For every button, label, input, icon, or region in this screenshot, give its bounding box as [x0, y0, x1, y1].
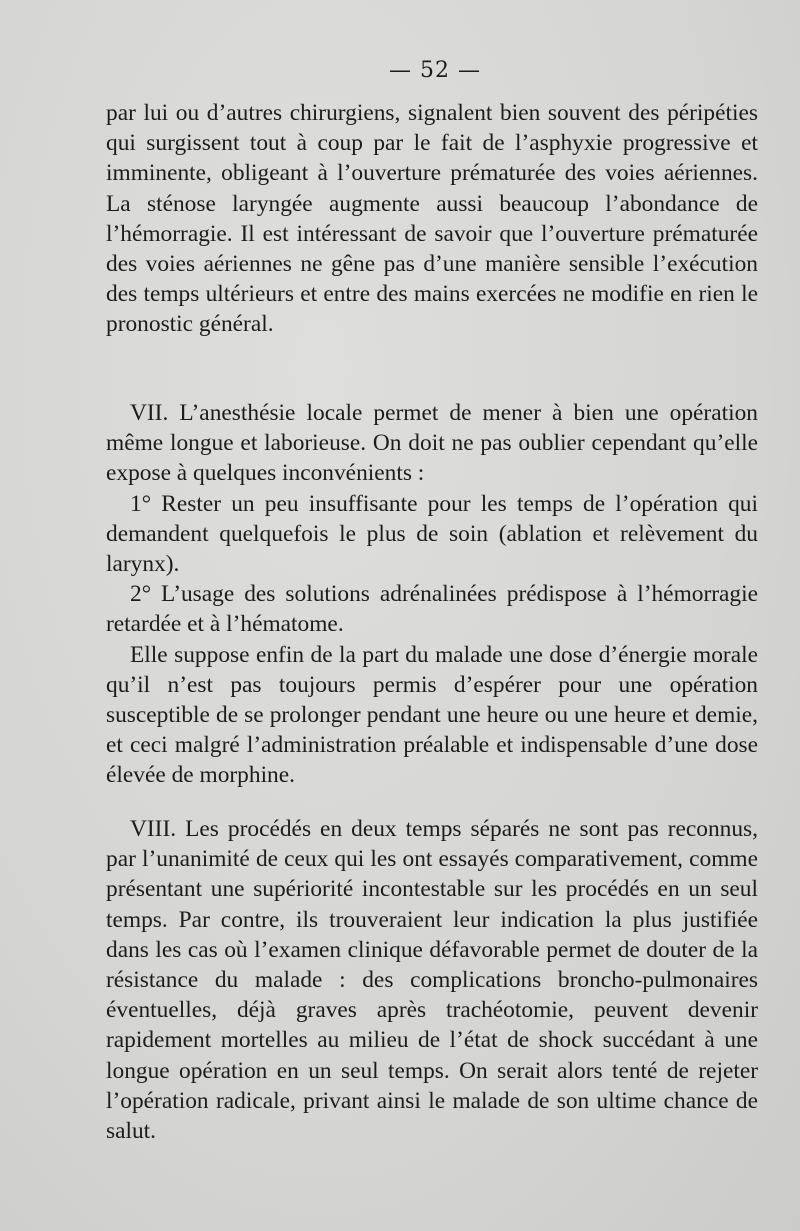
text-block-section-viii — [106, 814, 758, 1146]
paragraph-section-vii: VII. L’anesthésie locale permet de mener à bien une opération même longue et laborieuse. On doit ne pas oublier cependant qu’elle expose à quelques inconvénients : — [106, 400, 758, 487]
paragraph-item-1: 1° Rester un peu insuffisante pour les temps de l’opération qui demandent quelquefois le plus de soin (ablation et relèvement du larynx). — [106, 490, 758, 578]
paragraph-item-2: 2° L’usage des solutions adrénalinées prédispose à l’hémorragie retardée et à l’hématome. — [106, 581, 758, 638]
paragraph-continuation: par lui ou d’autres chirurgiens, signalent bien souvent des péripéties qui surgissent tout à coup par le fait de l’asphyxie progressive et imminente, obligeant à l’ouverture prématurée des voies aériennes. La sténose laryngée augmente aussi beaucoup l’abondance de l’hémorragie. Il est intéressant de savoir que l’ouverture prématurée des voies aériennes ne gêne pas d’une manière sensible l’exécution des temps ultérieurs et entre des mains exercées ne modifie en rien le pronostic général. — [106, 100, 758, 338]
paragraph-section-viii: VIII. Les procédés en deux temps séparés ne sont pas reconnus, par l’unanimité de ceux qui les ont essayés comparativement, comme présentant une supériorité incontestable sur les procédés en un seul temps. Par contre, ils trouveraient leur indication la plus justifiée dans les cas où l’examen clinique défavorable permet de douter de la résistance du malade : des complications broncho-pulmonaires éventuelles, déjà graves après trachéotomie, peuvent devenir rapidement mortelles au milieu de l’état de shock succédant à une longue opération en un seul temps. On serait alors tenté de rejeter l’opération radicale, privant ainsi le malade de son ultime chance de salut. — [106, 816, 758, 1145]
text-block-continuation — [106, 98, 758, 340]
text-block-section-vii — [106, 398, 758, 791]
paragraph-energie-morale: Elle suppose enfin de la part du malade une dose d’énergie morale qu’il n’est pas toujours permis d’espérer pour une opération susceptible de se prolonger pendant une heure ou une heure et demie, et ceci malgré l’administration préalable et indispensable d’une dose élevée de morphine. — [106, 641, 758, 789]
page-number: — 52 — — [389, 58, 481, 83]
